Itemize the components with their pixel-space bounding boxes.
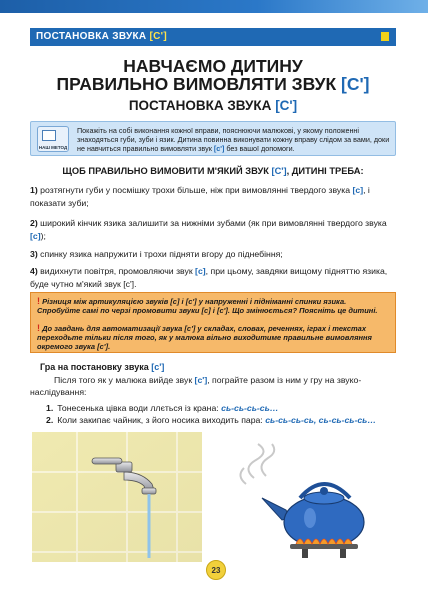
instruction-step-2 (30, 217, 396, 242)
game-item-sound: сь-сь-сь-сь, сь-сь-сь-сь… (265, 415, 377, 425)
step-text-after: ); (40, 230, 46, 241)
instructions-heading-prefix: ЩОБ ПРАВИЛЬНО ВИМОВИТИ М'ЯКИЙ ЗВУК (62, 166, 272, 176)
step-sound: [с] (352, 185, 364, 195)
method-text (77, 126, 393, 153)
method-box (30, 121, 396, 156)
step-number: 3) (30, 249, 38, 259)
step-number: 1) (30, 185, 38, 195)
instructions-heading-suffix: , ДИТИНІ ТРЕБА: (286, 166, 364, 176)
game-item-number: 1. (46, 403, 54, 413)
section-header-sound: [С'] (149, 31, 167, 42)
step-text-after: , і показати зуби; (30, 185, 370, 208)
instruction-step-3 (30, 248, 396, 261)
page-title-line2 (30, 74, 396, 95)
page-title-sound: [С'] (341, 74, 370, 94)
instructions-heading (30, 166, 396, 176)
game-intro (30, 375, 396, 398)
step-number: 4) (30, 266, 38, 276)
step-text: видихнути повітря, промовляючи звук (37, 266, 196, 276)
section-header (30, 28, 396, 46)
exclamation-icon: ! (37, 323, 40, 333)
step-sound: [с] (30, 230, 41, 241)
section-header-text: ПОСТАНОВКА ЗВУКА (36, 31, 150, 42)
method-text-sound: [с'] (213, 144, 225, 153)
game-title-sound: [с'] (151, 362, 165, 372)
instruction-step-1 (30, 184, 396, 209)
game-item-2 (46, 415, 376, 426)
game-item-text: Тонесенька цівка води ллється із крана: (57, 403, 222, 413)
game-title-text: Гра на постановку звука (40, 362, 152, 372)
kettle-icon (262, 484, 364, 548)
faucet-illustration (32, 432, 202, 562)
step-sound: [с] (195, 266, 206, 276)
subtitle-text: ПОСТАНОВКА ЗВУКА (128, 98, 276, 113)
method-text-part1: Покажіть на собі виконання кожної вправи, пояснюючи малюкові, у якому положенні знаходяться губи, зуби і язик. Дитина повинна виконувати кожну вправу слідом за вами, доки не навчиться правильно вимовляти звук (77, 126, 390, 153)
game-intro-part1: Після того як у малюка вийде звук (54, 375, 195, 385)
note-2-text: До завдань для автоматизації звука [с'] у складах, словах, реченнях, іграх і текстах переходьте тільки після того, як у малюка вільно виходитиме правильне вимовляння окремого звука [с']. (37, 324, 372, 351)
game-intro-sound: [с'] (194, 375, 208, 385)
note-1 (37, 297, 391, 315)
game-item-1 (46, 403, 278, 414)
instructions-heading-sound: [С'] (271, 166, 287, 176)
method-sheet-icon (42, 130, 56, 141)
game-item-text: Коли закипає чайник, з його носика виходить пара: (57, 415, 266, 425)
top-color-bar (0, 0, 428, 13)
game-intro-part2: , пограйте разом із ним у гру на звуко-наслідування: (30, 375, 362, 397)
game-item-number: 2. (46, 415, 54, 425)
note-2 (37, 324, 391, 351)
game-title (40, 362, 164, 372)
step-text: спинку язика напружити і трохи підняти вгору до піднебіння; (37, 249, 283, 259)
header-yellow-square (381, 32, 389, 41)
page-title-line2-text: ПРАВИЛЬНО ВИМОВЛЯТИ ЗВУК (56, 74, 342, 94)
subtitle-sound: [С'] (275, 98, 298, 113)
exclamation-icon: ! (37, 296, 40, 306)
step-text: розтягнути губи у посмішку трохи більше, ніж при вимовлянні твердого звука (37, 185, 353, 195)
method-book-icon (37, 126, 69, 152)
instruction-step-4 (30, 265, 396, 290)
note-1-text: Різниця між артикуляцією звуків [с] і [с'] у напруженні і підніманні спинки язика. Спробуйте самі по черзі промовити звуки [с] і [с']. Що змінюється? Поясніть це дитині. (37, 297, 378, 315)
step-text-after: , при цьому, завдяки вищому підняттю язика, буде чутно м'який звук [с']. (30, 266, 388, 289)
method-icon-label: НАШ МЕТОД (38, 145, 68, 150)
page-title-line1: НАВЧАЄМО ДИТИНУ (123, 56, 303, 76)
burner-icon (290, 539, 358, 558)
step-text: широкий кінчик язика залишити за нижніми зубами (як при вимовлянні твердого звука (37, 218, 387, 228)
page-number: 23 (206, 560, 226, 580)
notes-box (30, 292, 396, 353)
kettle-illustration (232, 440, 396, 558)
game-item-sound: сь-сь-сь-сь… (221, 403, 279, 413)
page-subtitle (30, 98, 396, 113)
method-text-part2: без вашої допомоги. (224, 144, 295, 153)
steam-icon (240, 444, 274, 484)
step-number: 2) (30, 218, 38, 228)
